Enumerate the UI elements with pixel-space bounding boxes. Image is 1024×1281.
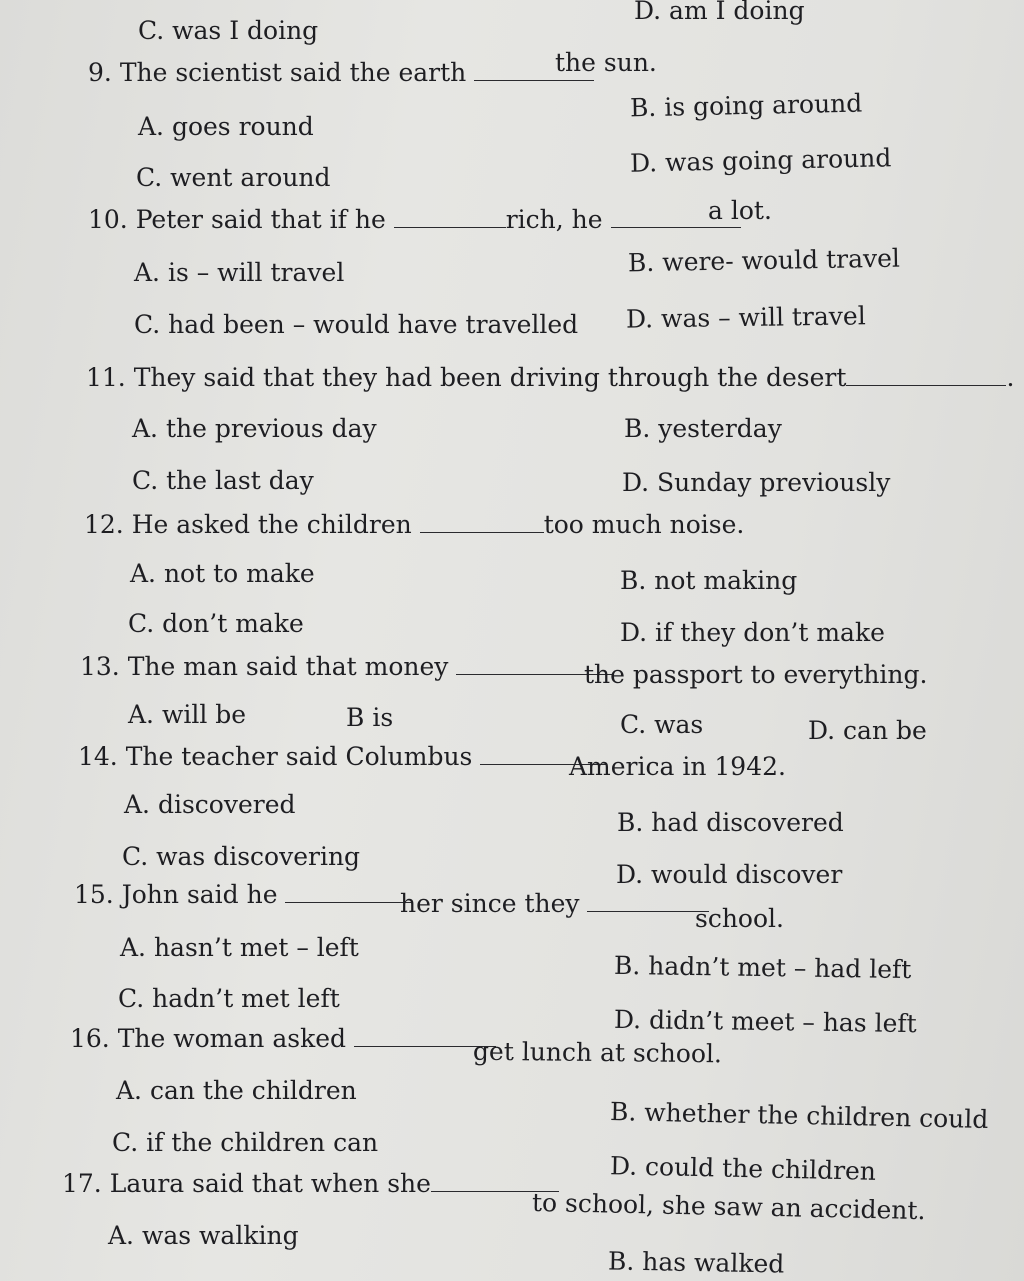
option-14b: B. had discovered <box>617 808 844 837</box>
question-9-stem <box>88 58 594 88</box>
stem-text-after: a lot. <box>708 196 772 225</box>
option-15c: C. hadn’t met left <box>118 984 340 1013</box>
option-9d: D. was going around <box>629 143 892 178</box>
option-12a: A. not to make <box>130 559 315 588</box>
stem-text-middle: rich, he <box>505 205 603 234</box>
stem-text: Peter said that if he <box>135 205 386 234</box>
question-15-stem <box>74 880 413 910</box>
option-11c: C. the last day <box>132 466 314 495</box>
option-11d: D. Sunday previously <box>622 468 891 497</box>
option-15d: D. didn’t meet – has left <box>613 1004 917 1039</box>
stem-text-after: the sun. <box>555 48 657 77</box>
stem-text: her since they <box>400 889 580 918</box>
option-13a: A. will be <box>128 700 247 729</box>
answer-blank-2[interactable] <box>587 893 709 912</box>
option-13d: D. can be <box>808 716 927 745</box>
option-15a: A. hasn’t met – left <box>120 933 359 962</box>
answer-blank-1[interactable] <box>285 884 413 903</box>
question-11-stem <box>86 363 1014 393</box>
option-11b: B. yesterday <box>624 414 782 443</box>
option-11a: A. the previous day <box>132 414 377 443</box>
stem-text-after: . <box>1006 363 1015 392</box>
option-13b: B is <box>346 703 394 732</box>
question-13-stem <box>80 652 614 682</box>
question-10-stem <box>88 205 741 235</box>
question-14-stem <box>78 742 606 772</box>
stem-text-middle <box>400 889 709 919</box>
option-16c: C. if the children can <box>112 1128 379 1157</box>
option-12c: C. don’t make <box>128 609 304 638</box>
question-number: 10. <box>88 205 128 234</box>
option-10c: C. had been – would have travelled <box>134 310 579 339</box>
stem-text: The woman asked <box>117 1024 347 1053</box>
option-9a: A. goes round <box>138 112 314 141</box>
option-16b: B. whether the children could <box>609 1097 989 1134</box>
question-number: 9. <box>88 58 112 87</box>
stem-text-after: America in 1942. <box>569 752 786 781</box>
stem-text: The scientist said the earth <box>119 58 467 87</box>
option-12d: D. if they don’t make <box>620 618 885 647</box>
option-8d: D. am I doing <box>634 0 805 25</box>
question-number: 11. <box>86 363 126 392</box>
option-9c: C. went around <box>136 163 331 192</box>
option-17b: B. has walked <box>607 1246 785 1279</box>
answer-blank[interactable] <box>420 514 544 533</box>
stem-text: They said that they had been driving through the desert <box>133 363 847 392</box>
stem-text: The teacher said Columbus <box>125 742 473 771</box>
question-number: 12. <box>84 510 124 539</box>
stem-text-after: to school, she saw an accident. <box>531 1187 926 1226</box>
answer-blank[interactable] <box>846 367 1006 386</box>
stem-text: He asked the children <box>131 510 412 539</box>
option-9b: B. is going around <box>629 88 863 123</box>
question-12-stem <box>84 510 744 540</box>
option-16a: A. can the children <box>116 1076 357 1105</box>
option-14c: C. was discovering <box>122 842 361 871</box>
option-16d: D. could the children <box>609 1151 877 1186</box>
option-10b: B. were- would travel <box>627 243 901 278</box>
answer-blank-1[interactable] <box>394 209 506 228</box>
question-number: 14. <box>78 742 118 771</box>
stem-text: John said he <box>121 880 278 909</box>
question-number: 15. <box>74 880 114 909</box>
stem-text-after: school. <box>695 904 784 933</box>
question-number: 16. <box>70 1024 110 1053</box>
option-10a: A. is – will travel <box>134 258 345 287</box>
stem-text-after: get lunch at school. <box>472 1036 723 1069</box>
option-14a: A. discovered <box>124 790 296 819</box>
option-8c: C. was I doing <box>138 16 319 45</box>
option-17a: A. was walking <box>108 1221 299 1250</box>
option-14d: D. would discover <box>616 860 843 889</box>
stem-text-after: the passport to everything. <box>584 660 928 689</box>
option-13c: C. was <box>620 710 704 739</box>
question-number: 13. <box>80 652 120 681</box>
option-15b: B. hadn’t met – had left <box>613 950 912 985</box>
question-17-stem <box>62 1169 559 1199</box>
option-10d: D. was – will travel <box>625 301 866 334</box>
stem-text: The man said that money <box>127 652 449 681</box>
stem-text: Laura said that when she <box>109 1169 431 1198</box>
question-16-stem <box>70 1024 496 1054</box>
stem-text-after: too much noise. <box>543 510 745 539</box>
question-number: 17. <box>62 1169 102 1198</box>
option-12b: B. not making <box>620 566 798 595</box>
